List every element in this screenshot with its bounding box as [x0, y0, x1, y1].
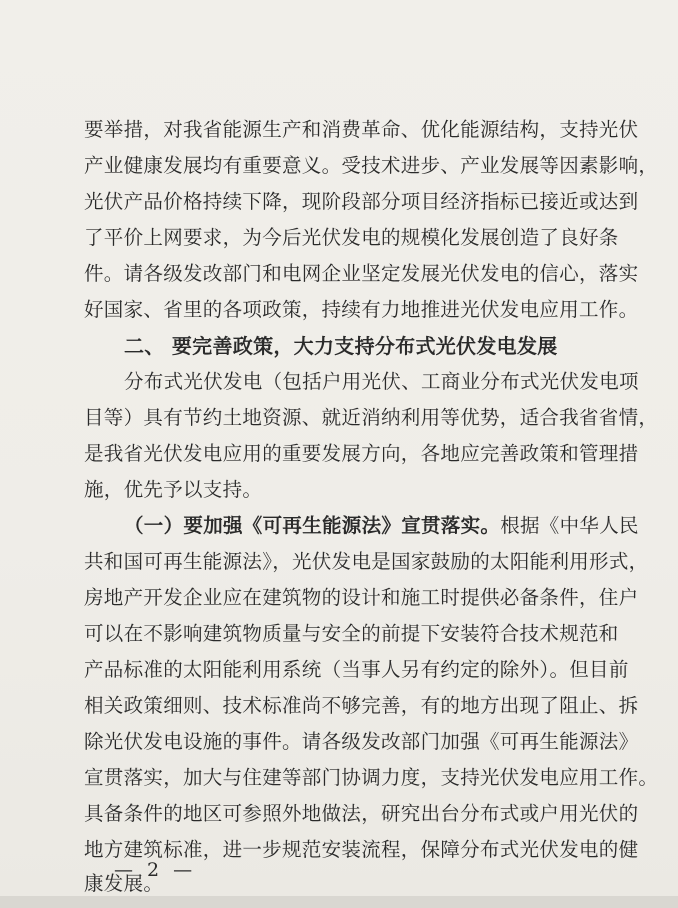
body-text-line: 是我省光伏发电应用的重要发展方向，各地应完善政策和管理措: [84, 442, 639, 465]
section-heading: 二、 要完善政策，大力支持分布式光伏发电发展: [124, 334, 558, 358]
body-text-line: 分布式光伏发电（包括户用光伏、工商业分布式光伏发电项: [124, 370, 639, 393]
page-number: — 2 —: [114, 859, 197, 881]
body-text-line: 了平价上网要求，为今后光伏发电的规模化发展创造了良好条: [84, 226, 619, 249]
body-text-line: 具备条件的地区可参照外地做法，研究出台分布式或户用光伏的: [84, 802, 639, 825]
body-text-line: 产品标准的太阳能利用系统（当事人另有约定的除外）。但目前: [84, 658, 629, 681]
body-text-line: 房地产开发企业应在建筑物的设计和施工时提供必备条件，住户: [84, 586, 639, 609]
body-text-line: 可以在不影响建筑物质量与安全的前提下安装符合技术规范和: [84, 622, 619, 645]
body-text-line: 产业健康发展均有重要意义。受技术进步、产业发展等因素影响，: [84, 154, 659, 177]
subsection-first-line-rest: 根据《中华人民: [500, 514, 639, 537]
body-text-line: 地方建筑标准，进一步规范安装流程，保障分布式光伏发电的健: [84, 838, 639, 861]
body-text-line: 光伏产品价格持续下降，现阶段部分项目经济指标已接近或达到: [84, 190, 639, 213]
body-text-line: 施，优先予以支持。: [84, 478, 263, 501]
page-bottom-edge: [0, 896, 678, 908]
body-text-line: 目等）具有节约土地资源、就近消纳利用等优势，适合我省省情，: [84, 406, 659, 429]
body-text-line: 康发展。: [84, 872, 164, 895]
body-text-line: 好国家、省里的各项政策，持续有力地推进光伏发电应用工作。: [84, 298, 639, 321]
body-text-line: 件。请各级发改部门和电网企业坚定发展光伏发电的信心，落实: [84, 262, 639, 285]
subsection-first-line: [124, 514, 639, 538]
body-text-line: 除光伏发电设施的事件。请各级发改部门加强《可再生能源法》: [84, 730, 639, 753]
body-text-line: 相关政策细则、技术标准尚不够完善，有的地方出现了阻止、拆: [84, 694, 639, 717]
body-text-line: 共和国可再生能源法》，光伏发电是国家鼓励的太阳能利用形式，: [84, 550, 649, 573]
subsection-title: （一）要加强《可再生能源法》宣贯落实。: [124, 514, 501, 537]
body-text-line: 要举措，对我省能源生产和消费革命、优化能源结构，支持光伏: [84, 118, 639, 141]
body-text-line: 宣贯落实，加大与住建等部门协调力度，支持光伏发电应用工作。: [84, 766, 659, 789]
